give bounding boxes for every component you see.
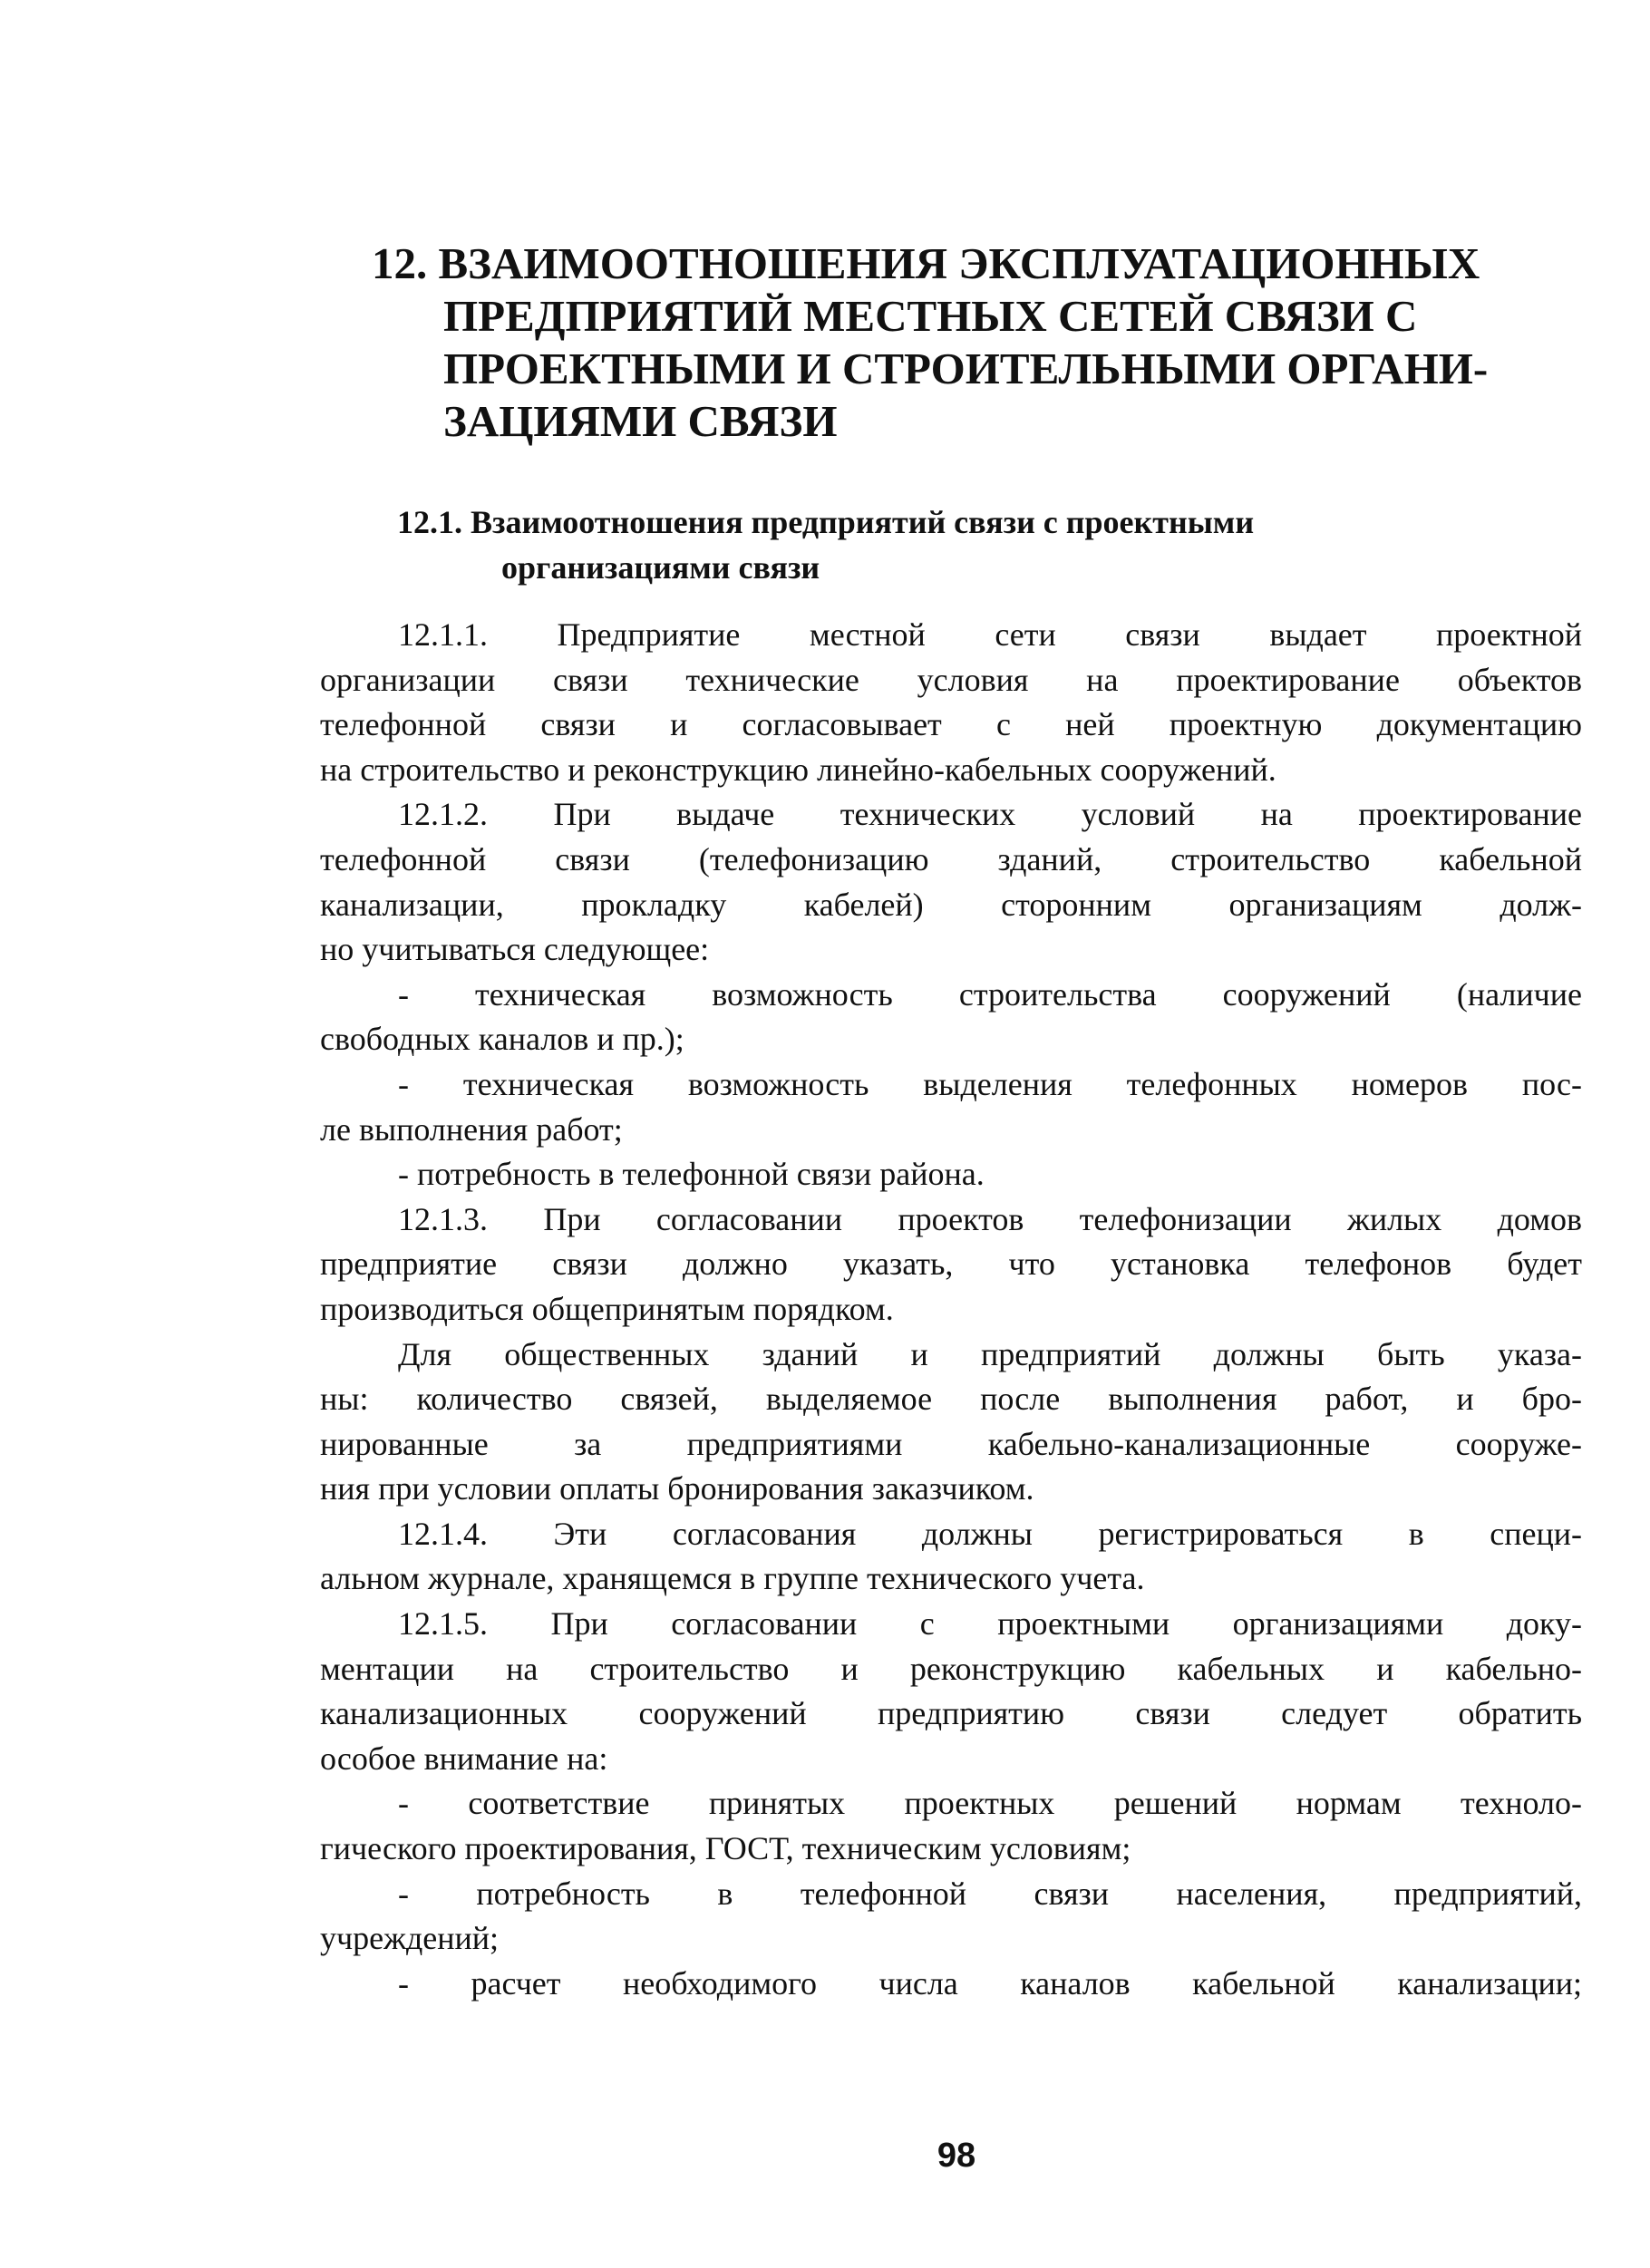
chapter-title-line: ЗАЦИЯМИ СВЯЗИ [443,396,838,446]
paragraph-line: телефонной связи и согласовывает с ней проектную документацию [320,706,1582,743]
list-item-line: учреждений; [320,1920,500,1957]
paragraph-line: ния при условии оплаты бронирования заказчиком. [320,1470,1034,1507]
paragraph-line: канализационных сооружений предприятию связи следует обратить [320,1695,1582,1732]
list-item-line: - соответствие принятых проектных решений нормам техноло- [398,1785,1582,1822]
list-item-line: - потребность в телефонной связи района. [398,1156,985,1193]
section-title-line: организациями связи [501,549,820,586]
list-item-line: гического проектирования, ГОСТ, техническим условиям; [320,1830,1131,1867]
paragraph-line: ны: количество связей, выделяемое после выполнения работ, и бро- [320,1381,1582,1418]
paragraph-line: производиться общепринятым порядком. [320,1290,894,1327]
paragraph-line: 12.1.4. Эти согласования должны регистрироваться в специ- [398,1515,1582,1552]
paragraph-line: Для общественных зданий и предприятий должны быть указа- [398,1335,1582,1372]
paragraph-line: 12.1.2. При выдаче технических условий на проектирование [398,796,1582,833]
paragraph-line: канализации, прокладку кабелей) сторонним организациям долж- [320,886,1582,923]
paragraph-line: 12.1.5. При согласовании с проектными организациями доку- [398,1605,1582,1643]
section-title-line: 12.1. Взаимоотношения предприятий связи с проектными [397,504,1255,540]
paragraph-line: на строительство и реконструкцию линейно-кабельных сооружений. [320,751,1276,788]
paragraph-line: но учитываться следующее: [320,931,710,968]
chapter-title-line: ПРЕДПРИЯТИЙ МЕСТНЫХ СЕТЕЙ СВЯЗИ С [443,291,1418,341]
paragraph-line: ментации на строительство и реконструкцию кабельных и кабельно- [320,1650,1582,1687]
paragraph-line: особое внимание на: [320,1740,608,1777]
paragraph-line: предприятие связи должно указать, что установка телефонов будет [320,1245,1582,1283]
paragraph-line: 12.1.1. Предприятие местной сети связи выдает проектной [398,616,1582,653]
list-item-line: - техническая возможность выделения телефонных номеров пос- [398,1065,1582,1102]
list-item-line: свободных каналов и пр.); [320,1021,684,1058]
body-text [320,613,1582,2006]
section-title [397,499,1576,590]
paragraph-line: нированные за предприятиями кабельно-канализационные сооруже- [320,1425,1582,1462]
chapter-title [372,237,1587,448]
page-number: 98 [937,2137,976,2175]
paragraph-line: телефонной связи (телефонизацию зданий, строительство кабельной [320,840,1582,877]
list-item-line: - потребность в телефонной связи населения, предприятий, [398,1875,1582,1912]
chapter-title-line: ПРОЕКТНЫМИ И СТРОИТЕЛЬНЫМИ ОРГАНИ- [443,344,1489,393]
list-item-line: - техническая возможность строительства сооружений (наличие [398,975,1582,1013]
paragraph-line: альном журнале, хранящемся в группе технического учета. [320,1560,1145,1597]
paragraph-line: 12.1.3. При согласовании проектов телефонизации жилых домов [398,1200,1582,1237]
list-item-line: - расчет необходимого числа каналов кабельной канализации; [398,1964,1582,2001]
paragraph-line: организации связи технические условия на проектирование объектов [320,661,1582,698]
list-item-line: ле выполнения работ; [320,1110,623,1148]
chapter-title-line: 12. ВЗАИМООТНОШЕНИЯ ЭКСПЛУАТАЦИОННЫХ [372,238,1480,288]
